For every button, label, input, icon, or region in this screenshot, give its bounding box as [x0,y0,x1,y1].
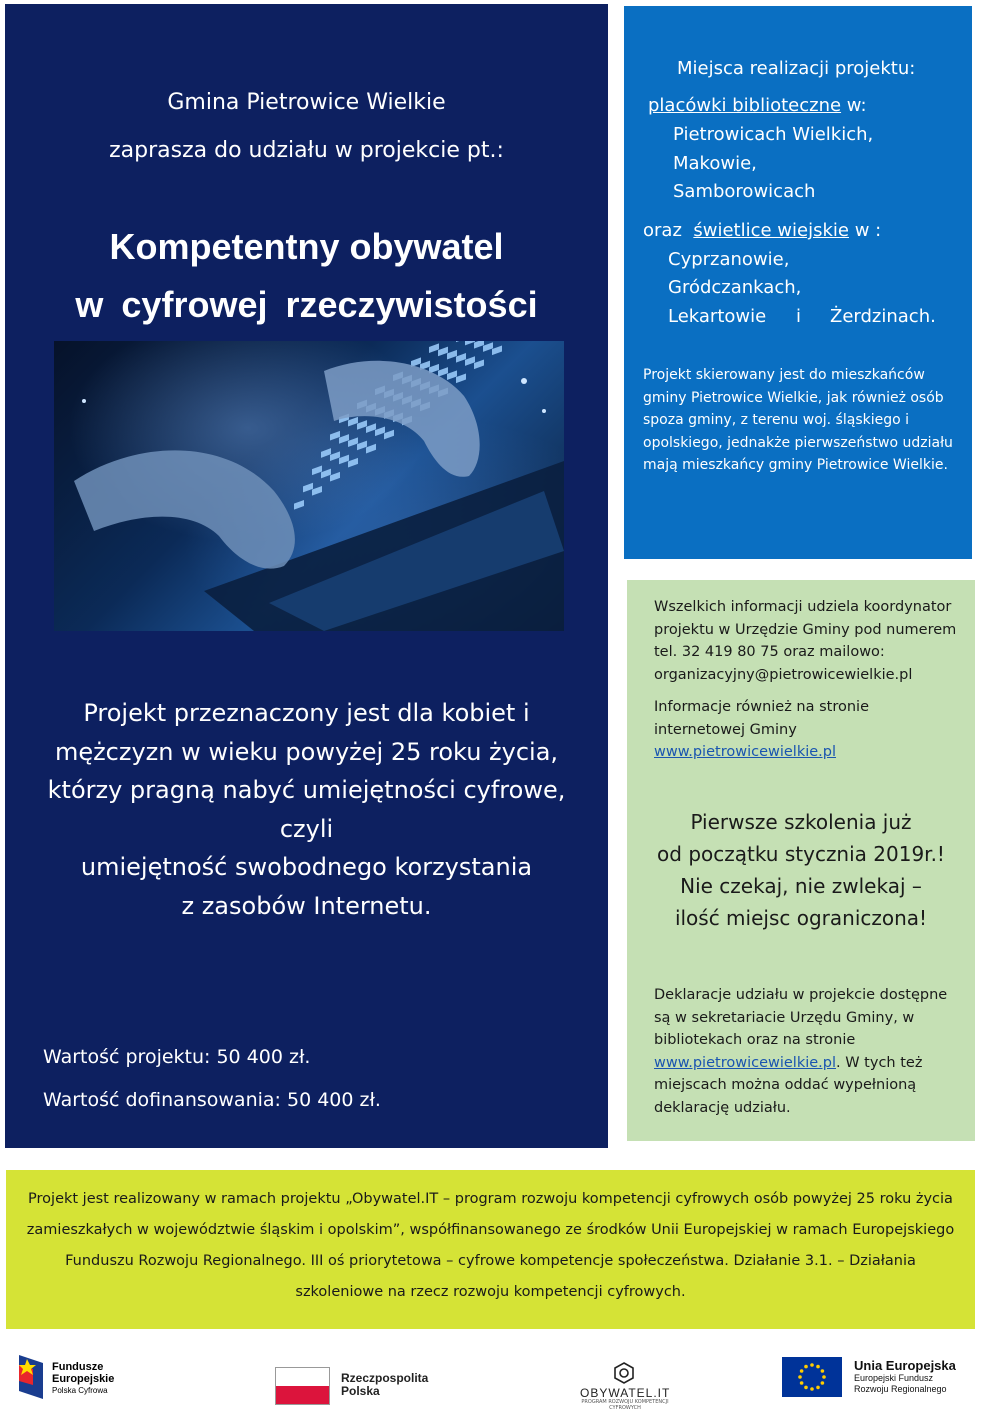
announcement-line: Nie czekaj, nie zwlekaj – [680,874,922,898]
funding-info-text: Projekt jest realizowany w ramach projektu „Obywatel.IT – program rozwoju kompetencji cyfrowych osób powyżej 25 roku życia zamieszkałych w województwie śląskim i opolskim”, współfinansowanego ze środków Unii Europejskiej w ramach Europejskiego Funduszu Rozwoju Regionalnego. III oś priorytetowa – cyfrowe kompetencje społeczeństwa. Działanie 3.1. – Działania szkoleniowe na rzecz rozwoju kompetencji cyfrowych. [26,1191,955,1300]
keyboard-key-shape [438,347,448,357]
keyboard-key-shape [465,356,475,366]
keyboard-key-shape [348,437,358,447]
keyboard-key-shape [330,451,340,461]
contact-panel [627,580,975,1141]
announcement [627,806,975,934]
keyboard-key-shape [330,431,340,441]
keyboard-key-shape [321,448,331,458]
rp-line: Polska [341,1384,380,1398]
announcement-line: od początku stycznia 2019r.! [657,842,945,866]
libraries-label: placówki biblioteczne [648,95,842,116]
eu-star [804,1365,808,1369]
target-group-note: Projekt skierowany jest do mieszkańców gminy Pietrowice Wielkie, jak również osób spoza gminy, z terenu woj. śląskiego i opolskiego, jednakże pierwszeństwo udziału mają mieszkańcy gminy Pietrowice Wielkie. [643,367,953,473]
keyboard-key-shape [492,345,502,355]
hall-location: Cyprzanowie, [668,249,790,270]
rp-line: Rzeczpospolita [341,1371,429,1385]
project-title-line2: w cyfrowej rzeczywistości [75,284,538,325]
hall-conjunction: i [796,306,802,327]
fe-line: Europejskie [52,1373,115,1385]
inviter-text: Gmina Pietrowice Wielkie [167,90,446,115]
eu-line: Unia Europejska [854,1358,956,1373]
hall-location: Lekartowie [668,306,767,327]
declaration-text: Deklaracje udziału w projekcie dostępne są w sekretariacie Urzędu Gminy, w bibliotekach oraz na stronie [654,987,948,1048]
project-value: Wartość projektu: 50 400 zł. [43,1046,311,1068]
locations-heading: Miejsca realizacji projektu: [677,58,916,79]
keyboard-key-shape [456,353,466,363]
eu-star [821,1381,825,1385]
halls-line [643,220,881,241]
oraz-text: oraz [643,220,682,241]
fundusze-europejskie-icon [19,1355,43,1399]
keyboard-key-shape [294,500,304,510]
website-info [654,696,959,764]
keyboard-key-shape [330,472,340,482]
libraries-line [648,95,867,116]
rzeczpospolita-text [341,1372,428,1398]
eu-star [798,1375,802,1379]
keyboard-key-shape [483,342,493,352]
keyboard-key-shape [474,359,484,369]
locations-panel [624,6,972,559]
eu-subline: Rozwoju Regionalnego [854,1384,947,1394]
website-link[interactable]: www.pietrowicewielkie.pl [654,744,837,760]
announcement-line: ilość miejsc ograniczona! [674,906,928,930]
keyboard-key-shape [465,341,475,345]
eu-star [800,1381,804,1385]
keyboard-key-shape [474,341,484,349]
unia-europejska-text [854,1359,956,1395]
invite-text: zaprasza do udziału w projekcie pt.: [109,138,504,163]
eu-star [816,1365,820,1369]
libraries-suffix: w: [841,95,867,116]
polish-flag-icon [275,1367,330,1405]
eu-star [822,1375,826,1379]
eu-star [804,1386,808,1390]
announcement-line: Pierwsze szkolenia już [690,810,912,834]
eu-flag-icon [782,1357,842,1397]
keyboard-key-shape [429,343,439,353]
keyboard-hands-photo [54,341,564,631]
keyboard-key-shape [456,341,466,342]
keyboard-key-shape [303,483,313,493]
keyboard-key-shape [384,430,394,440]
keyboard-key-shape [456,374,466,384]
library-location: Samborowicach [673,181,816,202]
keyboard-key-shape [339,455,349,465]
halls-suffix: w : [848,220,882,241]
obywatel-it-subtitle: PROGRAM ROZWOJU KOMPETENCJI CYFROWYCH [581,1399,669,1411]
eu-star [800,1369,804,1373]
hall-location: Żerdzinach. [830,306,936,327]
eu-star [810,1387,814,1391]
keyboard-key-shape [348,458,358,468]
description-line: mężczyzn w wieku powyżej 25 roku życia, [54,737,559,766]
keyboard-key-shape [312,465,322,475]
funding-value: Wartość dofinansowania: 50 400 zł. [43,1089,381,1111]
keyboard-key-shape [366,444,376,454]
website-info-text: Informacje również na stronie internetowej Gminy [654,699,870,738]
keyboard-key-shape [375,427,385,437]
funding-info-band [6,1170,975,1329]
keyboard-key-shape [357,441,367,451]
fe-subline: Polska Cyfrowa [52,1386,108,1395]
eu-star [816,1386,820,1390]
eu-star [810,1363,814,1367]
fe-line: Fundusze [52,1361,104,1373]
keyboard-key-shape [447,350,457,360]
halls-label: świetlice wiejskie [693,220,849,241]
keyboard-key-shape [348,417,358,427]
eu-subline: Europejski Fundusz [854,1373,934,1383]
description-line: Projekt przeznaczony jest dla kobiet i [83,699,530,727]
keyboard-key-shape [357,420,367,430]
project-title-line1: Kompetentny obywatel [109,226,504,267]
library-location: Pietrowicach Wielkich, [673,124,874,145]
left-panel [5,4,608,1148]
library-location: Makowie, [673,153,757,174]
description-line: z zasobów Internetu. [181,891,432,920]
keyboard-key-shape [366,423,376,433]
hall-location: Gródczankach, [668,277,802,298]
keyboard-key-shape [321,469,331,479]
keyboard-key-shape [447,370,457,380]
description-line: którzy pragną nabyć umiejętności cyfrowe, [47,776,566,804]
keyboard-key-shape [438,367,448,377]
contact-info: Wszelkich informacji udziela koordynator projektu w Urzędzie Gminy pod numerem tel. 32 419 80 75 oraz mailowo: organizacyjny@pietrowicewielkie.pl [654,599,957,683]
obywatel-it-icon [613,1362,635,1384]
declaration-link[interactable]: www.pietrowicewielkie.pl [654,1054,837,1071]
keyboard-key-shape [312,486,322,496]
eu-star [821,1369,825,1373]
obywatel-it-name: OBYWATEL.IT [580,1386,671,1400]
project-description [25,694,588,925]
declaration-info [654,984,959,1119]
description-line: umiejętność swobodnego korzystania [80,853,533,881]
description-line: czyli [279,814,334,843]
keyboard-key-shape [339,434,349,444]
declaration-text-end: . W tych też miejscach można oddać wypełnioną deklarację udziału. [654,1054,923,1116]
fundusze-europejskie-text [52,1361,114,1397]
